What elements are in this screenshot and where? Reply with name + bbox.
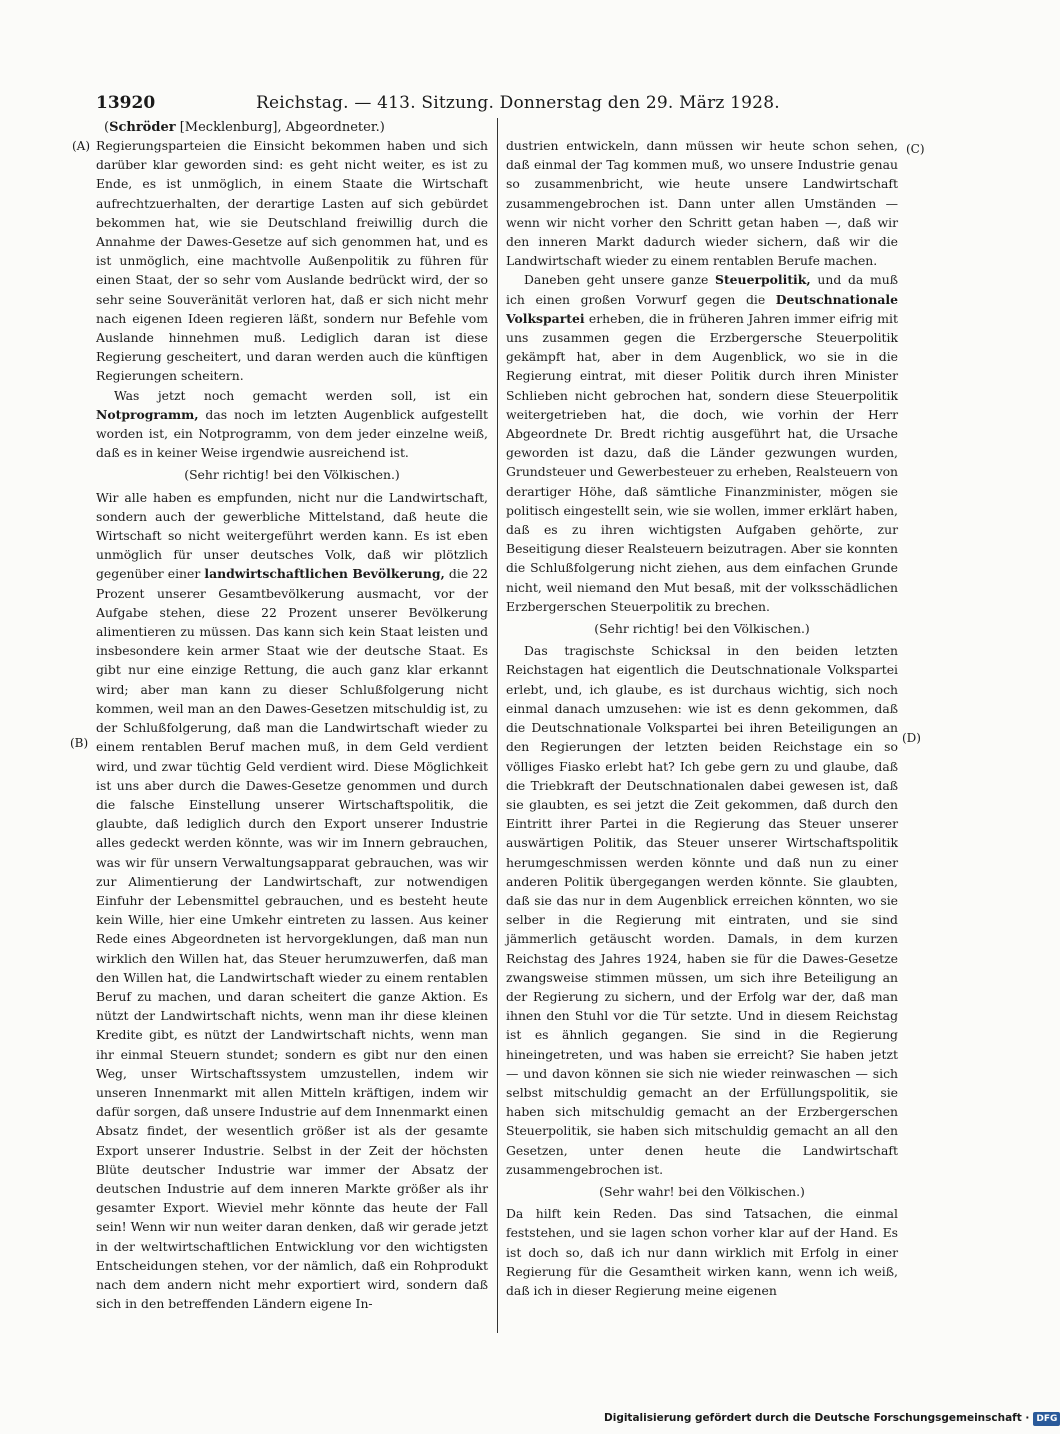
- paragraph: Regierungsparteien die Einsicht bekommen haben und sich darüber klar geworden sind: es geht nicht weiter, es ist zu Ende, es ist unmöglich, in einem Staate die Wirtschaft aufrechtzuerhalten, der derartige Lasten auf sich gebürdet bekommen hat, wie sie Deutschland freiwillig durch die Annahme der Dawes-Gesetze auf sich genommen hat, und es ist unmöglich, eine machtvolle Außenpolitik zu führen für einen Staat, der so sehr vom Auslande bedrückt wird, der so sehr seine Souveränität verloren hat, daß er sich nicht mehr nach eigenen Ideen regieren läßt, sondern nur Befehle vom Auslande hinnehmen muß. Lediglich daran ist diese Regierung gescheitert, und daran werden auch die künftigen Regierungen scheitern.: [96, 138, 488, 384]
- paragraph: Das tragischste Schicksal in den beiden letzten Reichstagen hat eigentlich die Deutschnationale Volkspartei erlebt, und, ich glaube, es ist durchaus wichtig, sich noch einmal danach umzusehen: wie ist es denn gekommen, daß die Deutschnationale Volkspartei bei ihren Beteiligungen an den Regierungen der letzten beiden Reichstage ein so völliges Fiasko erlebt hat? Ich gebe gern zu und glaube, daß die Triebkraft der Deutschnationalen dabei gewesen ist, daß sie glaubten, es sei jetzt die Zeit gekommen, daß durch den Eintritt ihrer Partei in die Regierung das Steuer unserer auswärtigen Politik, das Steuer unserer Wirtschaftspolitik herumgeschmissen werden könnte und daß nun zu einer anderen Politik übergegangen werden könnte. Sie glaubten, daß sie das nur in dem Augenblick erreichen könnten, wo sie selber in die Regierung mit eintraten, und sie sind jämmerlich getäuscht worden. Damals, in dem kurzen Reichstag des Jahres 1924, haben sie für die Dawes-Gesetze zwangsweise stimmen müssen, um sich ihre Beteiligung an der Regierung zu sichern, und der Erfolg war der, daß man ihnen den Stuhl vor die Tür setzte. Und in diesem Reichstag ist es ähnlich gegangen. Sie sind in die Regierung hineingetreten, und was haben sie erreicht? Sie haben jetzt — und davon können sie sich nie wieder reinwaschen — sich selbst mitschuldig gemacht an der Erfüllungspolitik, sie haben sich mitschuldig gemacht an der Erzbergerschen Steuerpolitik, sie haben sich mitschuldig gemacht an all den Gesetzen, unter denen heute die Landwirtschaft zusammengebrochen ist.: [506, 643, 898, 1177]
- digitization-footer: [604, 1411, 1060, 1426]
- paragraph: Was jetzt noch gemacht werden soll, ist ein Notprogramm, das noch im letzten Augenblick aufgestellt worden ist, ein Notprogramm, von dem jeder einzelne weiß, daß es in keiner Weise irgendwie ausreichend ist.: [96, 387, 488, 461]
- margin-marker-a: (A): [72, 139, 91, 153]
- footer-text: Digitalisierung gefördert durch die Deutsche Forschungsgemeinschaft ·: [604, 1412, 1030, 1424]
- interjection: (Sehr richtig! bei den Völkischen.): [594, 621, 810, 637]
- speaker-line: (Schröder [Mecklenburg], Abgeordneter.): [104, 120, 385, 135]
- column-divider: [497, 118, 498, 1333]
- margin-marker-d: (D): [902, 731, 921, 745]
- margin-marker-c: (C): [906, 142, 925, 156]
- margin-marker-b: (B): [70, 736, 89, 750]
- right-column: [506, 136, 898, 1300]
- interjection: (Sehr richtig! bei den Völkischen.): [184, 467, 400, 483]
- speaker-name: Schröder: [109, 120, 176, 135]
- left-column: [96, 136, 488, 1313]
- paragraph: Da hilft kein Reden. Das sind Tatsachen, die einmal feststehen, und sie lagen schon vorher klar auf der Hand. Es ist doch so, daß ich nur dann wirklich mit Erfolg in einer Regierung für die Gesamtheit wirken kann, wenn ich weiß, daß ich in dieser Regierung meine eigenen: [506, 1206, 898, 1298]
- page-number: 13920: [96, 93, 156, 113]
- paragraph: dustrien entwickeln, dann müssen wir heute schon sehen, daß einmal der Tag kommen muß, wo unsere Industrie genau so zusammenbricht, wie heute unsere Landwirtschaft zusammengebrochen ist. Dann unter allen Umständen — wenn wir nicht vorher den Schritt getan haben —, daß wir den inneren Markt dadurch wieder sichern, daß wir die Landwirtschaft wieder zu einem rentablen Berufe machen.: [506, 138, 898, 269]
- paragraph: Wir alle haben es empfunden, nicht nur die Landwirtschaft, sondern auch der gewerbliche Mittelstand, daß heute die Wirtschaft so nicht weitergeführt werden kann. Es ist eben unmöglich für unser deutsches Volk, daß wir plötzlich gegenüber einer landwirtschaftlichen Bevölkerung, die 22 Prozent unserer Gesamtbevölkerung ausmacht, vor der Aufgabe stehen, diese 22 Prozent unserer Bevölkerung alimentieren zu müssen. Das kann sich kein Staat leisten und insbesondere kein armer Staat wie der deutsche Staat. Es gibt nur eine einzige Rettung, die auch ganz klar erkannt wird; aber man kann zu dieser Schlußfolgerung nicht kommen, weil man an den Dawes-Gesetzen mitschuldig ist, zu der Schlußfolgerung, daß man die Landwirtschaft wieder zu einem rentablen Beruf machen muß, in dem Geld verdient wird, und zwar tüchtig Geld verdient wird. Diese Möglichkeit ist uns aber durch die Dawes-Gesetze genommen und durch die falsche Einstellung unserer Wirtschaftspolitik, die glaubte, daß lediglich durch den Export unserer Industrie alles gedeckt werden könnte, was wir im Innern gebrauchen, was wir für unsern Verwaltungsapparat gebrauchen, was wir zur Alimentierung der Landwirtschaft, zur notwendigen Einfuhr der Lebensmittel gebrauchen, und es besteht heute kein Wille, hier eine Umkehr eintreten zu lassen. Aus keiner Rede eines Abgeordneten ist hervorgeklungen, daß man nun wirklich den Willen hat, das Steuer herumzuwerfen, daß man den Willen hat, die Landwirtschaft wieder zu einem rentablen Beruf zu machen, und daran scheitert die ganze Aktion. Es nützt der Landwirtschaft nichts, wenn man ihr diese kleinen Kredite gibt, es nützt der Landwirtschaft nichts, wenn man ihr einmal Steuern stundet; sondern es gibt nur den einen Weg, unser Wirtschaftssystem umzustellen, indem wir unseren Innenmarkt mit allen Mitteln kräftigen, indem wir dafür sorgen, daß unsere Industrie auf dem Innenmarkt einen Absatz findet, der wesentlich größer ist als der gesamte Export unserer Industrie. Selbst in der Zeit der höchsten Blüte deutscher Industrie war immer der Absatz der deutschen Industrie auf dem inneren Markte größer als ihr gesamter Export. Wieviel mehr könnte das heute der Fall sein! Wenn wir nun weiter daran denken, daß wir gerade jetzt in der weltwirtschaftlichen Entwicklung vor den wichtigsten Entscheidungen stehen, vor der nämlich, daß ein Rohprodukt nach dem andern nicht mehr exportiert wird, sondern daß sich in den betreffenden Ländern eigene In-: [96, 489, 489, 1312]
- dfg-logo: DFG: [1033, 1412, 1060, 1426]
- speaker-role: [Mecklenburg], Abgeordneter.): [179, 120, 385, 135]
- running-title: Reichstag. — 413. Sitzung. Donnerstag den 29. März 1928.: [256, 93, 780, 113]
- interjection: (Sehr wahr! bei den Völkischen.): [599, 1183, 805, 1199]
- paragraph: Daneben geht unsere ganze Steuerpolitik, und da muß ich einen großen Vorwurf gegen die Deutschnationale Volkspartei erheben, die in früheren Jahren immer eifrig mit uns zusammen gegen die Erzbergersche Steuerpolitik gekämpft hat, aber in dem Augenblick, wo sie in die Regierung eintrat, mit dieser Politik durch ihren Minister Schlieben nicht gebrochen hat, sondern diese Steuerpolitik weitergetrieben hat, die doch, wie vorhin der Herr Abgeordnete Dr. Bredt richtig ausgeführt hat, die Ursache geworden ist dazu, daß die Länder gezwungen wurden, Grundsteuer und Gewerbesteuer zu erheben, Realsteuern von derartiger Höhe, daß sämtliche Finanzminister, mögen sie politisch eingestellt sein, wie sie wollen, immer erklärt haben, daß es zu ihren wichtigsten Aufgaben gehörte, zur Beseitigung dieser Realsteuern beizutragen. Aber sie konnten die Schlußfolgerung nicht ziehen, aus dem einfachen Grunde nicht, weil niemand den Mut besaß, mit der volksschädlichen Erzbergerschen Steuerpolitik zu brechen.: [506, 272, 899, 614]
